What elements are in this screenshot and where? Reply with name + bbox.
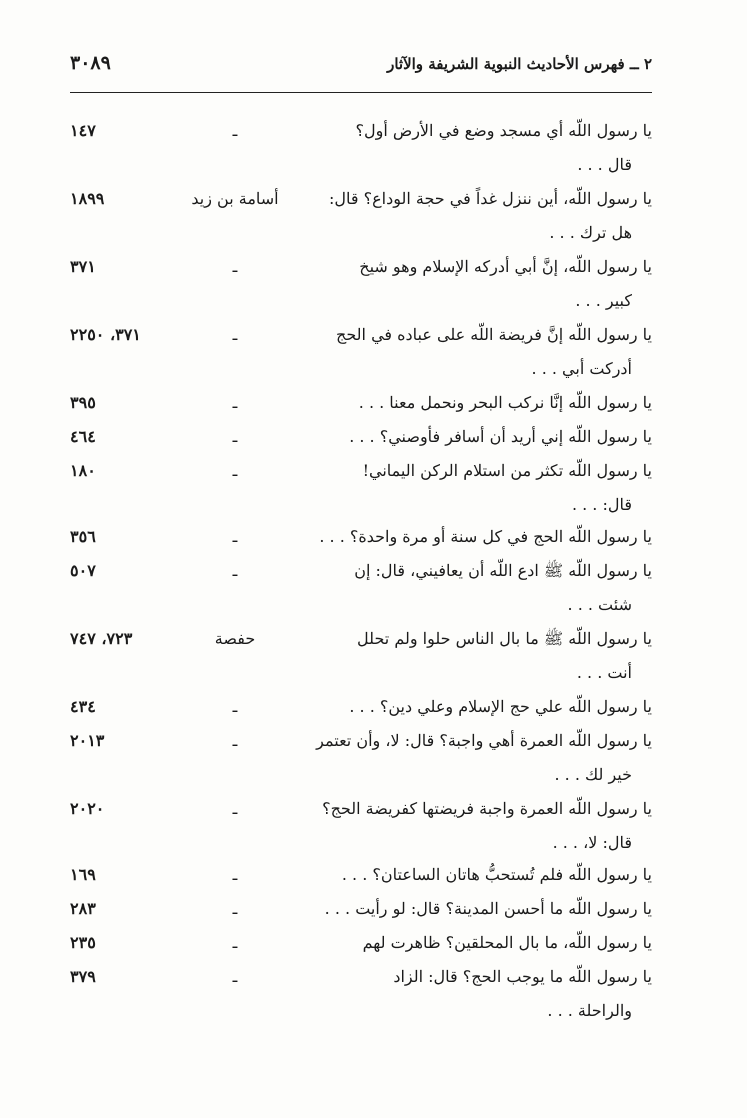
hadith-text: يا رسول اللّه العمرة واجبة فريضتها كفريضة الحج؟ [322, 799, 652, 818]
page-reference: ١٨٩٩ [70, 189, 105, 208]
hadith-text-continuation: خير لك . . . [554, 765, 632, 784]
page-reference: ٢٠١٣ [70, 731, 105, 750]
hadith-text: يا رسول اللّه ما أحسن المدينة؟ قال: لو رأيت . . . [324, 899, 652, 918]
hadith-text-continuation: أدركت أبي . . . [531, 359, 632, 378]
hadith-text-cell [312, 858, 652, 892]
narrator: ـ [232, 325, 238, 344]
page-reference: ٢٨٣ [70, 899, 96, 918]
hadith-text-continuation: كبير . . . [575, 291, 632, 310]
page-reference: ٧٢٣، ٧٤٧ [70, 629, 133, 648]
hadith-text: يا رسول اللّه ﷺ ما بال الناس حلوا ولم تحلل [357, 629, 652, 648]
narrator: ـ [232, 933, 238, 952]
hadith-text: يا رسول اللّه إنَّ فريضة اللّه على عباده في الحج [336, 325, 652, 344]
hadith-text-cell [312, 792, 652, 860]
hadith-text-continuation: والراحلة . . . [547, 1001, 632, 1020]
narrator: ـ [232, 899, 238, 918]
hadith-text-continuation: قال . . . [577, 155, 632, 174]
hadith-text-continuation: شئت . . . [567, 595, 632, 614]
hadith-text-continuation: قال: لا، . . . [552, 833, 632, 852]
narrator: ـ [232, 731, 238, 750]
hadith-text-continuation: هل ترك . . . [549, 223, 632, 242]
hadith-text-cell [312, 892, 652, 926]
hadith-text: يا رسول اللّه تكثر من استلام الركن اليماني! [362, 461, 652, 480]
page-reference: ١٦٩ [70, 865, 96, 884]
hadith-text: يا رسول اللّه علي حج الإسلام وعلي دين؟ . . . [349, 697, 652, 716]
page-reference: ١٨٠ [70, 461, 96, 480]
narrator: ـ [232, 561, 238, 580]
hadith-text-cell [312, 318, 652, 386]
page-reference: ٥٠٧ [70, 561, 96, 580]
narrator: ـ [232, 257, 238, 276]
hadith-text: يا رسول اللّه إنَّا نركب البحر ونحمل معنا . . . [358, 393, 652, 412]
narrator: أسامة بن زيد [191, 189, 279, 208]
page-reference: ٣٥٦ [70, 527, 96, 546]
hadith-text-cell [312, 520, 652, 554]
hadith-text: يا رسول اللّه ما يوجب الحج؟ قال: الزاد [393, 967, 652, 986]
hadith-text-cell [312, 454, 652, 522]
narrator: ـ [232, 799, 238, 818]
hadith-text: يا رسول اللّه، إنَّ أبي أدركه الإسلام وهو شيخ [359, 257, 652, 276]
hadith-text-cell [312, 960, 652, 1028]
hadith-text: يا رسول اللّه فلم تُستحبُّ هاتان الساعتان؟ . . . [341, 865, 652, 884]
hadith-text: يا رسول اللّه، ما بال المحلقين؟ ظاهرت لهم [362, 933, 652, 952]
hadith-text-cell [312, 250, 652, 318]
hadith-text-continuation: قال: . . . [571, 495, 632, 514]
narrator: ـ [232, 121, 238, 140]
hadith-text-cell [312, 622, 652, 690]
hadith-text: يا رسول اللّه ﷺ ادع اللّه أن يعافيني، قال: إن [354, 561, 652, 580]
hadith-text: يا رسول اللّه العمرة أهي واجبة؟ قال: لا، وأن تعتمر [316, 731, 652, 750]
narrator: حفصة [214, 629, 256, 648]
hadith-text-cell [312, 554, 652, 622]
running-title: ٢ ــ فهرس الأحاديث النبوية الشريفة والآثار [387, 55, 652, 73]
page-reference: ٣٩٥ [70, 393, 96, 412]
narrator: ـ [232, 461, 238, 480]
narrator: ـ [232, 967, 238, 986]
narrator: ـ [232, 865, 238, 884]
narrator: ـ [232, 393, 238, 412]
hadith-text-cell [312, 926, 652, 960]
hadith-text-cell [312, 420, 652, 454]
hadith-text: يا رسول اللّه، أين ننزل غداً في حجة الوداع؟ قال: [328, 189, 652, 208]
hadith-text-cell [312, 690, 652, 724]
page-number: ٣٠٨٩ [70, 52, 111, 74]
narrator: ـ [232, 427, 238, 446]
page-reference: ٣٧١، ٢٢٥٠ [70, 325, 141, 344]
narrator: ـ [232, 697, 238, 716]
page-reference: ١٤٧ [70, 121, 96, 140]
page-reference: ٢٠٢٠ [70, 799, 105, 818]
hadith-text-cell [312, 724, 652, 792]
page-reference: ٢٣٥ [70, 933, 96, 952]
page-reference: ٣٧١ [70, 257, 96, 276]
hadith-text-cell [312, 114, 652, 182]
hadith-text-continuation: أنت . . . [576, 663, 632, 682]
page-reference: ٤٣٤ [70, 697, 96, 716]
hadith-text-cell [312, 182, 652, 250]
hadith-text-cell [312, 386, 652, 420]
page-reference: ٣٧٩ [70, 967, 96, 986]
hadith-text: يا رسول اللّه إني أريد أن أسافر فأوصني؟ . . . [349, 427, 652, 446]
page-header [70, 52, 652, 93]
hadith-text: يا رسول اللّه الحج في كل سنة أو مرة واحدة؟ . . . [319, 527, 652, 546]
hadith-text: يا رسول اللّه أي مسجد وضع في الأرض أول؟ [355, 121, 652, 140]
page-reference: ٤٦٤ [70, 427, 96, 446]
narrator: ـ [232, 527, 238, 546]
